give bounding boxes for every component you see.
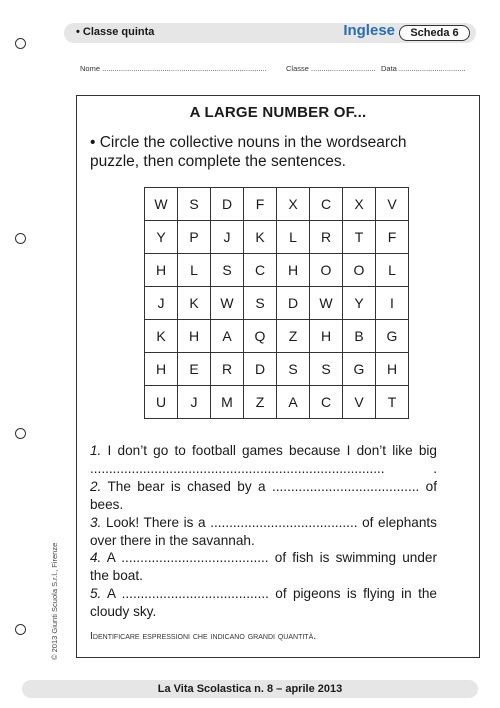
wordsearch-cell[interactable]: R xyxy=(211,353,244,386)
wordsearch-cell[interactable]: W xyxy=(145,188,178,221)
wordsearch-row xyxy=(145,320,409,353)
sentence-3-line-1 xyxy=(90,514,437,532)
sentence-number: 5. xyxy=(90,586,102,602)
sentence-3-line-2: over there in the savannah. xyxy=(90,532,255,548)
wordsearch-row xyxy=(145,287,409,320)
name-field: Nome ............................................................................... xyxy=(80,64,267,73)
sheet-badge: Scheda 6 xyxy=(399,25,470,41)
sentence-text: Look! There is a ....................................... of elephants xyxy=(105,514,437,530)
wordsearch-cell[interactable]: T xyxy=(343,221,376,254)
wordsearch-cell[interactable]: D xyxy=(277,287,310,320)
wordsearch-cell[interactable]: V xyxy=(376,188,409,221)
wordsearch-cell[interactable]: W xyxy=(211,287,244,320)
sentence-text: A ....................................... of fish is swimming under xyxy=(106,550,437,566)
wordsearch-cell[interactable]: C xyxy=(310,188,343,221)
wordsearch-cell[interactable]: K xyxy=(145,320,178,353)
sentence-number: 1. xyxy=(90,443,102,458)
wordsearch-cell[interactable]: G xyxy=(376,320,409,353)
wordsearch-cell[interactable]: D xyxy=(211,188,244,221)
wordsearch-cell[interactable]: A xyxy=(277,386,310,419)
wordsearch-cell[interactable]: Y xyxy=(145,221,178,254)
wordsearch-cell[interactable]: H xyxy=(376,353,409,386)
subject-label: Inglese xyxy=(343,22,395,39)
sentence-text: A ....................................... of pigeons is flying in the xyxy=(106,586,437,602)
wordsearch-cell[interactable]: L xyxy=(277,221,310,254)
class-field: Classe ............................... xyxy=(286,64,376,73)
wordsearch-cell[interactable]: P xyxy=(178,221,211,254)
wordsearch-cell[interactable]: O xyxy=(310,254,343,287)
binder-hole-3 xyxy=(15,428,26,439)
sentence-1-line-2: .............................................................................. . xyxy=(90,460,437,476)
wordsearch-cell[interactable]: X xyxy=(277,188,310,221)
sentence-4-line-2: the boat. xyxy=(90,568,143,584)
wordsearch-cell[interactable]: O xyxy=(343,254,376,287)
sentence-1-line-1 xyxy=(90,442,437,460)
sentence-number: 2. xyxy=(90,478,102,494)
wordsearch-cell[interactable]: H xyxy=(277,254,310,287)
wordsearch-cell[interactable]: X xyxy=(343,188,376,221)
wordsearch-cell[interactable]: J xyxy=(211,221,244,254)
name-class-date-line xyxy=(80,64,480,76)
sentence-5-line-2: cloudy sky. xyxy=(90,604,157,620)
wordsearch-cell[interactable]: C xyxy=(310,386,343,419)
wordsearch-cell[interactable]: H xyxy=(145,353,178,386)
page-title: A LARGE NUMBER OF... xyxy=(189,104,367,121)
wordsearch-cell[interactable]: J xyxy=(145,287,178,320)
sentence-5-line-1 xyxy=(90,585,437,603)
wordsearch-cell[interactable]: S xyxy=(178,188,211,221)
sentence-text: I don’t go to football games because I don’t like big xyxy=(107,443,437,458)
wordsearch-cell[interactable]: I xyxy=(376,287,409,320)
wordsearch-cell[interactable]: W xyxy=(310,287,343,320)
binder-hole-4 xyxy=(15,624,26,635)
learning-goal-note: Identificare espressioni che indicano grandi quantità. xyxy=(90,630,317,642)
wordsearch-cell[interactable]: M xyxy=(211,386,244,419)
sentence-2-line-2: bees. xyxy=(90,496,124,512)
wordsearch-cell[interactable]: Z xyxy=(277,320,310,353)
wordsearch-row xyxy=(145,254,409,287)
wordsearch-cell[interactable]: H xyxy=(145,254,178,287)
wordsearch-cell[interactable]: B xyxy=(343,320,376,353)
wordsearch-cell[interactable]: H xyxy=(178,320,211,353)
sentence-list xyxy=(90,442,437,621)
wordsearch-cell[interactable]: K xyxy=(244,221,277,254)
wordsearch-cell[interactable]: J xyxy=(178,386,211,419)
wordsearch-cell[interactable]: U xyxy=(145,386,178,419)
wordsearch-cell[interactable]: C xyxy=(244,254,277,287)
wordsearch-cell[interactable]: S xyxy=(244,287,277,320)
sentence-2-line-1 xyxy=(90,478,437,496)
sentence-4-line-1 xyxy=(90,549,437,567)
binder-hole-2 xyxy=(15,233,26,244)
wordsearch-cell[interactable]: A xyxy=(211,320,244,353)
sentence-text: The bear is chased by a ....................................... of xyxy=(107,478,437,494)
wordsearch-cell[interactable]: Q xyxy=(244,320,277,353)
wordsearch-cell[interactable]: T xyxy=(376,386,409,419)
sentence-number: 4. xyxy=(90,550,102,566)
wordsearch-row xyxy=(145,188,409,221)
wordsearch-cell[interactable]: Y xyxy=(343,287,376,320)
copyright-text: © 2013 Giunti Scuola S.r.l., Firenze xyxy=(50,542,59,660)
wordsearch-cell[interactable]: D xyxy=(244,353,277,386)
class-label: • Classe quinta xyxy=(76,26,155,38)
wordsearch-cell[interactable]: S xyxy=(211,254,244,287)
wordsearch-cell[interactable]: F xyxy=(244,188,277,221)
wordsearch-row xyxy=(145,221,409,254)
wordsearch-cell[interactable]: F xyxy=(376,221,409,254)
wordsearch-cell[interactable]: E xyxy=(178,353,211,386)
footer-text: La Vita Scolastica n. 8 – aprile 2013 xyxy=(157,683,343,695)
wordsearch-cell[interactable]: G xyxy=(343,353,376,386)
wordsearch-cell[interactable]: Z xyxy=(244,386,277,419)
binder-hole-1 xyxy=(15,38,26,49)
wordsearch-cell[interactable]: K xyxy=(178,287,211,320)
wordsearch-cell[interactable]: L xyxy=(178,254,211,287)
wordsearch-row xyxy=(145,353,409,386)
instruction-text: • Circle the collective nouns in the wordsearch puzzle, then complete the sentences. xyxy=(90,134,407,170)
wordsearch-cell[interactable]: H xyxy=(310,320,343,353)
wordsearch-cell[interactable]: S xyxy=(310,353,343,386)
date-field: Data ................................ xyxy=(381,64,466,73)
wordsearch-cell[interactable]: R xyxy=(310,221,343,254)
wordsearch-row xyxy=(145,386,409,419)
wordsearch-cell[interactable]: S xyxy=(277,353,310,386)
wordsearch-cell[interactable]: V xyxy=(343,386,376,419)
wordsearch-cell[interactable]: L xyxy=(376,254,409,287)
sentence-number: 3. xyxy=(90,514,102,530)
wordsearch-grid xyxy=(144,187,409,419)
